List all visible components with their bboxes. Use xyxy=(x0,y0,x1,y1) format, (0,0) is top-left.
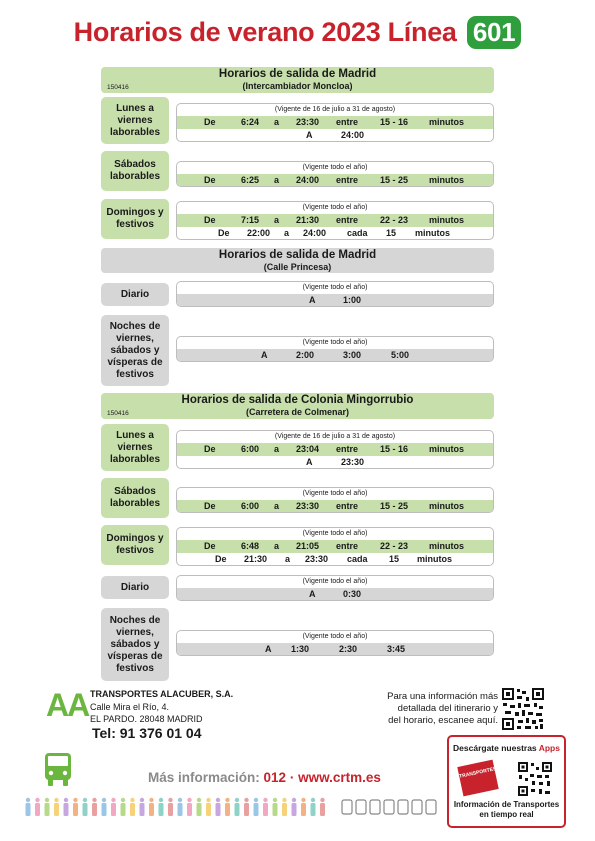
more-info: Más información: 012 · www.crtm.es xyxy=(148,770,381,785)
validity-note: (Vigente todo el año) xyxy=(302,164,368,171)
schedule-daily xyxy=(176,281,494,307)
section-header-madrid-moncloa xyxy=(101,67,494,93)
schedule-weekdays xyxy=(176,103,494,142)
schedule-row: A 1:00 xyxy=(177,294,493,307)
schedule-sundays xyxy=(176,527,494,566)
schedule-row: De 22:00 a 24:00 cada 15 minutos xyxy=(218,228,450,238)
schedule-row: De 6:25 a 24:00 entre 15 - 25 minutos xyxy=(177,174,493,187)
info-phone[interactable]: 012 xyxy=(263,770,287,785)
company-name: TRANSPORTES ALACUBER, S.A. xyxy=(90,689,234,699)
bus-stop-icon xyxy=(44,752,72,787)
company-phone: Tel: 91 376 01 04 xyxy=(92,725,202,741)
validity-note: (Vigente todo el año) xyxy=(302,204,368,211)
section-header-madrid-princesa xyxy=(101,248,494,273)
day-label-night: Noches de viernes, sábados y vísperas de festivos xyxy=(101,608,169,681)
people-strip-icon xyxy=(24,797,444,817)
section-code: 150416 xyxy=(107,84,129,91)
section-title: Horarios de salida de Madrid xyxy=(218,249,377,261)
schedule-row: A 1:30 2:30 3:45 xyxy=(177,643,493,656)
qr-instructions: Para una información más detallada del itinerario y del horario, escanee aquí. xyxy=(387,691,498,726)
qr-code-icon[interactable] xyxy=(501,687,545,731)
schedule-row: A 23:30 xyxy=(306,457,365,467)
section-subtitle: (Intercambiador Moncloa) xyxy=(242,81,353,91)
section-header-colonia xyxy=(101,393,494,419)
schedule-saturdays xyxy=(176,487,494,513)
day-label-weekdays: Lunes a viernes laborables xyxy=(101,424,169,471)
schedule-row: De 6:48 a 21:05 entre 22 - 23 minutos xyxy=(177,540,493,553)
page-title xyxy=(0,16,595,49)
line-badge: 601 xyxy=(467,16,521,49)
validity-note: (Vigente todo el año) xyxy=(302,284,368,291)
schedule-saturdays xyxy=(176,161,494,187)
schedule-night xyxy=(176,630,494,656)
day-label-daily: Diario xyxy=(101,576,169,599)
day-label-saturdays: Sábados laborables xyxy=(101,151,169,191)
schedule-sundays xyxy=(176,201,494,240)
schedule-weekdays xyxy=(176,430,494,469)
day-label-daily: Diario xyxy=(101,283,169,306)
day-label-saturdays: Sábados laborables xyxy=(101,478,169,518)
schedule-row: De 21:30 a 23:30 cada 15 minutos xyxy=(215,554,452,564)
company-address: Calle Mira el Río, 4. EL PARDO. 28048 MADRID xyxy=(90,702,203,724)
apps-footer: Información de Transportes en tiempo real xyxy=(453,800,560,819)
validity-note: (Vigente todo el año) xyxy=(302,339,368,346)
schedule-row: A 0:30 xyxy=(177,588,493,601)
section-title: Horarios de salida de Madrid xyxy=(218,68,377,80)
validity-note: (Vigente de 16 de julio a 31 de agosto) xyxy=(274,106,396,113)
schedule-night xyxy=(176,336,494,362)
apps-download-box[interactable] xyxy=(447,735,566,828)
schedule-row: De 6:00 a 23:30 entre 15 - 25 minutos xyxy=(177,500,493,513)
schedule-row: De 7:15 a 21:30 entre 22 - 23 minutos xyxy=(177,214,493,227)
company-logo: AA xyxy=(46,687,89,723)
section-subtitle: (Carretera de Colmenar) xyxy=(245,407,350,417)
schedule-daily xyxy=(176,575,494,601)
schedule-row: De 6:24 a 23:30 entre 15 - 16 minutos xyxy=(177,116,493,129)
schedule-row: A 2:00 3:00 5:00 xyxy=(177,349,493,362)
title-text: Horarios de verano 2023 Línea xyxy=(73,17,457,47)
validity-note: (Vigente todo el año) xyxy=(302,633,368,640)
section-title: Horarios de salida de Colonia Mingorrubio xyxy=(181,394,414,406)
qr-code-icon[interactable] xyxy=(517,761,553,797)
day-label-night: Noches de viernes, sábados y vísperas de festivos xyxy=(101,315,169,386)
validity-note: (Vigente todo el año) xyxy=(302,530,368,537)
schedule-row: De 6:00 a 23:04 entre 15 - 16 minutos xyxy=(177,443,493,456)
info-website[interactable]: www.crtm.es xyxy=(298,770,381,785)
apps-badge: TRANSPORTES xyxy=(457,760,498,797)
validity-note: (Vigente todo el año) xyxy=(302,578,368,585)
schedule-row: A 24:00 xyxy=(306,130,365,140)
day-label-sundays: Domingos y festivos xyxy=(101,525,169,565)
section-code: 150416 xyxy=(107,410,129,417)
day-label-sundays: Domingos y festivos xyxy=(101,199,169,239)
section-subtitle: (Calle Princesa) xyxy=(263,262,332,272)
validity-note: (Vigente de 16 de julio a 31 de agosto) xyxy=(274,433,396,440)
validity-note: (Vigente todo el año) xyxy=(302,490,368,497)
day-label-weekdays: Lunes a viernes laborables xyxy=(101,97,169,144)
apps-title: Descárgate nuestras Apps xyxy=(453,743,560,753)
